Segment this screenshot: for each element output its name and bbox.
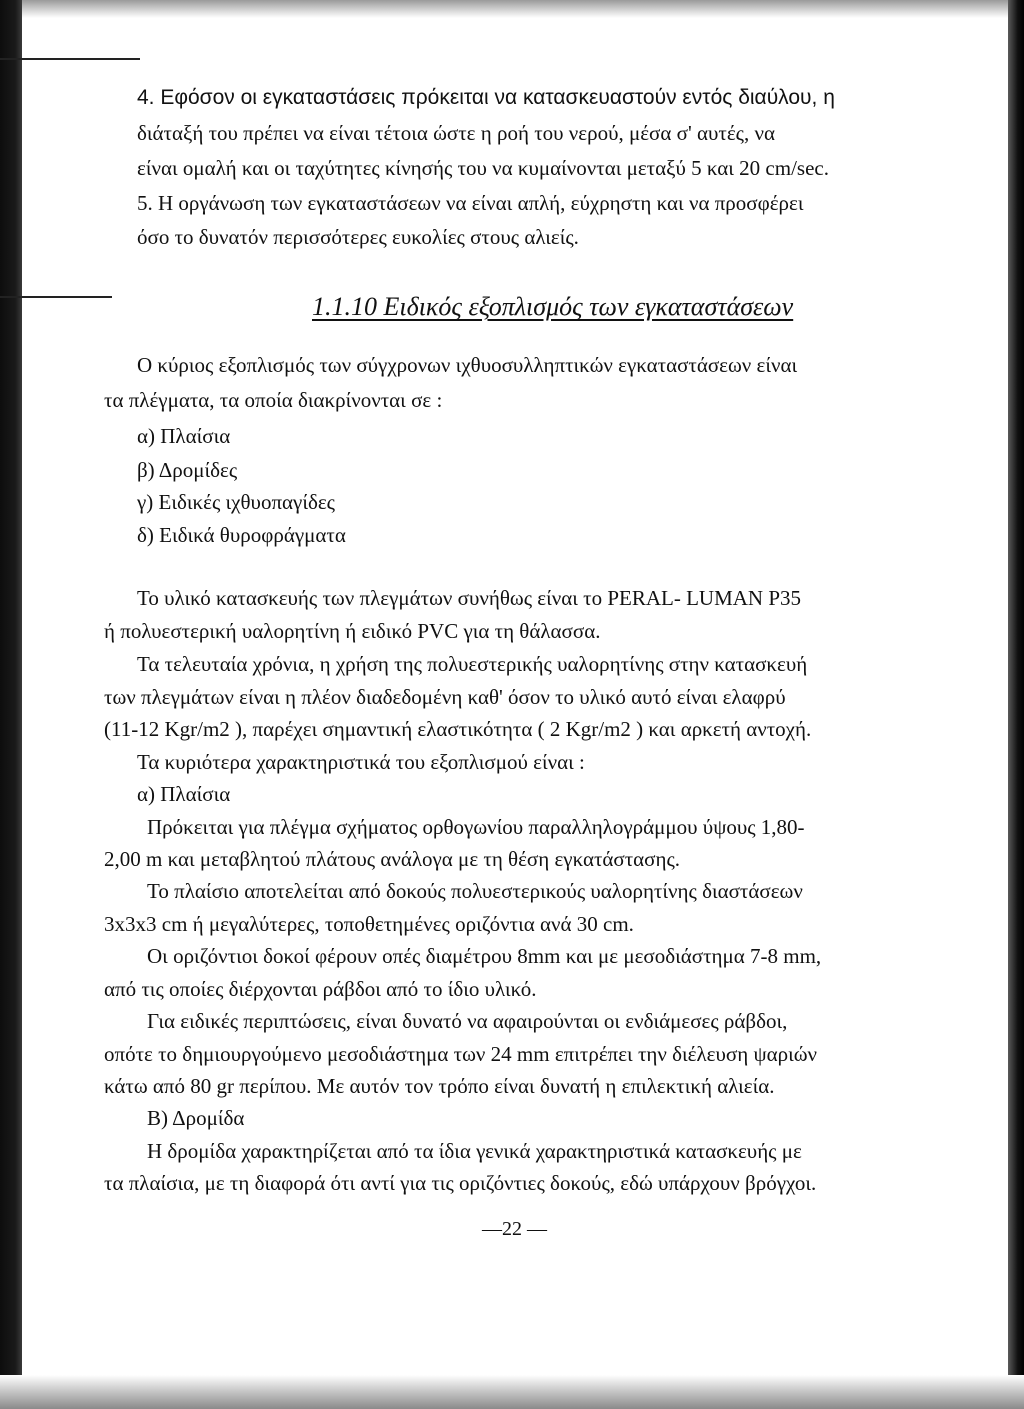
text-line: Το πλαίσιο αποτελείται από δοκούς πολυεστερικούς υαλορητίνης διαστάσεων bbox=[147, 879, 803, 903]
scan-border-bottom bbox=[0, 1375, 1024, 1409]
text-line: 2,00 m και μεταβλητού πλάτους ανάλογα με τη θέση εγκατάστασης. bbox=[104, 847, 681, 871]
scan-border-top bbox=[0, 0, 1024, 18]
scan-artifact-line bbox=[0, 58, 140, 60]
text-line: τα πλαίσια, με τη διαφορά ότι αντί για τις οριζόντιες δοκούς, εδώ υπάρχουν βρόγχοι. bbox=[104, 1171, 817, 1195]
list-item: β) Δρομίδες bbox=[137, 458, 238, 482]
text-line: τα πλέγματα, τα οποία διακρίνονται σε : bbox=[104, 388, 443, 412]
text-line: Η δρομίδα χαρακτηρίζεται από τα ίδια γενικά χαρακτηριστικά κατασκευής με bbox=[147, 1139, 802, 1163]
text-line: οπότε το δημιουργούμενο μεσοδιάστημα των 24 mm επιτρέπει την διέλευση ψαριών bbox=[104, 1042, 818, 1066]
text-line: Πρόκειται για πλέγμα σχήματος ορθογωνίου παραλληλογράμμου ύψους 1,80- bbox=[147, 815, 805, 839]
frames-label: α) Πλαίσια bbox=[137, 782, 231, 806]
page-number: —22 — bbox=[482, 1218, 547, 1240]
text-line: Τα τελευταία χρόνια, η χρήση της πολυεστερικής υαλορητίνης στην κατασκευή bbox=[137, 652, 808, 676]
features-intro: Τα κυριότερα χαρακτηριστικά του εξοπλισμού είναι : bbox=[137, 750, 585, 774]
text-line: Ο κύριος εξοπλισμός των σύγχρονων ιχθυοσυλληπτικών εγκαταστάσεων είναι bbox=[137, 353, 798, 377]
text-line: Για ειδικές περιπτώσεις, είναι δυνατό να αφαιρούνται οι ενδιάμεσες ράβδοι, bbox=[147, 1009, 788, 1033]
text-line: Οι οριζόντιοι δοκοί φέρουν οπές διαμέτρου 8mm και με μεσοδιάστημα 7-8 mm, bbox=[147, 944, 822, 968]
text-line: Το υλικό κατασκευής των πλεγμάτων συνήθως είναι το PERAL- LUMAN P35 bbox=[137, 586, 802, 610]
scan-artifact-line bbox=[0, 296, 112, 298]
text-line: από τις οποίες διέρχονται ράβδοι από το ίδιο υλικό. bbox=[104, 977, 537, 1001]
text-line: των πλεγμάτων είναι η πλέον διαδεδομένη καθ' όσον το υλικό αυτό είναι ελαφρύ bbox=[104, 685, 786, 709]
text-line: 4. Εφόσον οι εγκαταστάσεις πρόκειται να κατασκευαστούν εντός διαύλου, η bbox=[137, 86, 835, 109]
list-item: γ) Ειδικές ιχθυοπαγίδες bbox=[137, 490, 336, 514]
scan-border-right bbox=[1008, 0, 1024, 1409]
section-heading: 1.1.10 Ειδικός εξοπλισμός των εγκαταστάσεων bbox=[312, 292, 794, 321]
scan-border-left bbox=[0, 0, 22, 1409]
text-line: διάταξή του πρέπει να είναι τέτοια ώστε η ροή του νερού, μέσα σ' αυτές, να bbox=[137, 121, 775, 145]
text-line: όσο το δυνατόν περισσότερες ευκολίες στους αλιείς. bbox=[137, 225, 579, 249]
text-line: ή πολυεστερική υαλορητίνη ή ειδικό PVC για τη θάλασσα. bbox=[104, 619, 601, 643]
list-item: α) Πλαίσια bbox=[137, 424, 231, 448]
text-line: 3x3x3 cm ή μεγαλύτερες, τοποθετημένες οριζόντια ανά 30 cm. bbox=[104, 912, 634, 936]
text-line: (11-12 Kgr/m2 ), παρέχει σημαντική ελαστικότητα ( 2 Kgr/m2 ) και αρκετή αντοχή. bbox=[104, 717, 812, 741]
text-line: είναι ομαλή και οι ταχύτητες κίνησής του να κυμαίνονται μεταξύ 5 και 20 cm/sec. bbox=[137, 156, 829, 180]
text-line: κάτω από 80 gr περίπου. Με αυτόν τον τρόπο είναι δυνατή η επιλεκτική αλιεία. bbox=[104, 1074, 775, 1098]
dromida-label: Β) Δρομίδα bbox=[147, 1106, 245, 1130]
text-line: 5. Η οργάνωση των εγκαταστάσεων να είναι απλή, εύχρηστη και να προσφέρει bbox=[137, 191, 804, 215]
list-item: δ) Ειδικά θυροφράγματα bbox=[137, 523, 346, 547]
